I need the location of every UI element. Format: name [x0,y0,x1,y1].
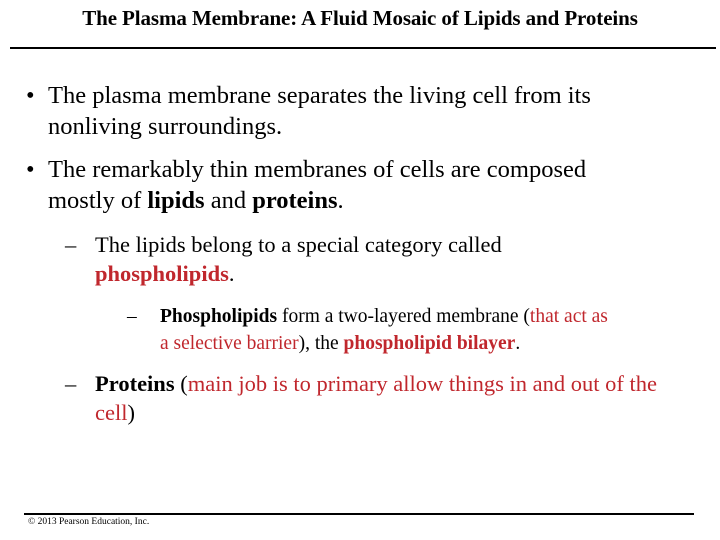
dash-marker: – [127,306,137,327]
sub-bullet-2 [65,369,658,398]
copyright-notice: © 2013 Pearson Education, Inc. [28,517,150,527]
term-proteins: proteins [252,187,338,214]
dash-marker: – [65,232,77,257]
bullet-2-line-1: The remarkably thin membranes of cells are composed [48,156,587,183]
term-proteins-lead: Proteins [95,371,175,396]
text-run: . [337,187,344,214]
text-run: . [228,261,235,286]
sub-bullet-1-continuation [95,259,234,288]
sub-sub-bullet-1 [127,303,608,330]
bullet-1-line-1: The plasma membrane separates the living cell from its [48,82,591,109]
sub-bullet-1-line-1: The lipids belong to a special category called [95,232,502,257]
bullet-1 [26,80,591,111]
sub-sub-bullet-1-continuation [160,330,520,357]
term-lipids: lipids [147,187,205,214]
title-divider [10,47,716,49]
text-run: form a two-layered membrane ( [277,306,530,327]
sub-bullet-2-continuation [95,398,135,427]
text-run: ( [174,371,188,396]
term-phospholipids: phospholipids [95,261,229,286]
bullet-1-line-2: nonliving surroundings. [48,113,283,140]
bullet-marker: • [26,156,35,183]
text-run-red: main job is to primary allow things in and out of the [187,371,658,396]
bullet-1-continuation [48,111,282,142]
term-phospholipid-bilayer: phospholipid bilayer [343,333,516,354]
text-run-red: a selective barrier [160,333,299,354]
sub-bullet-1 [65,230,502,259]
footer-divider [24,513,694,515]
text-run: ) [127,400,135,425]
dash-marker: – [65,371,77,396]
bullet-2-continuation [48,185,344,216]
text-run: mostly of [48,187,148,214]
text-run: and [204,187,253,214]
bullet-marker: • [26,82,35,109]
text-run: ), the [298,333,344,354]
term-phospholipids-lead: Phospholipids [160,306,278,327]
text-run: . [515,333,521,354]
text-run-red: that act as [529,306,608,327]
text-run-red: cell [95,400,128,425]
bullet-2 [26,154,587,185]
slide-title: The Plasma Membrane: A Fluid Mosaic of Lipids and Proteins [82,6,638,30]
